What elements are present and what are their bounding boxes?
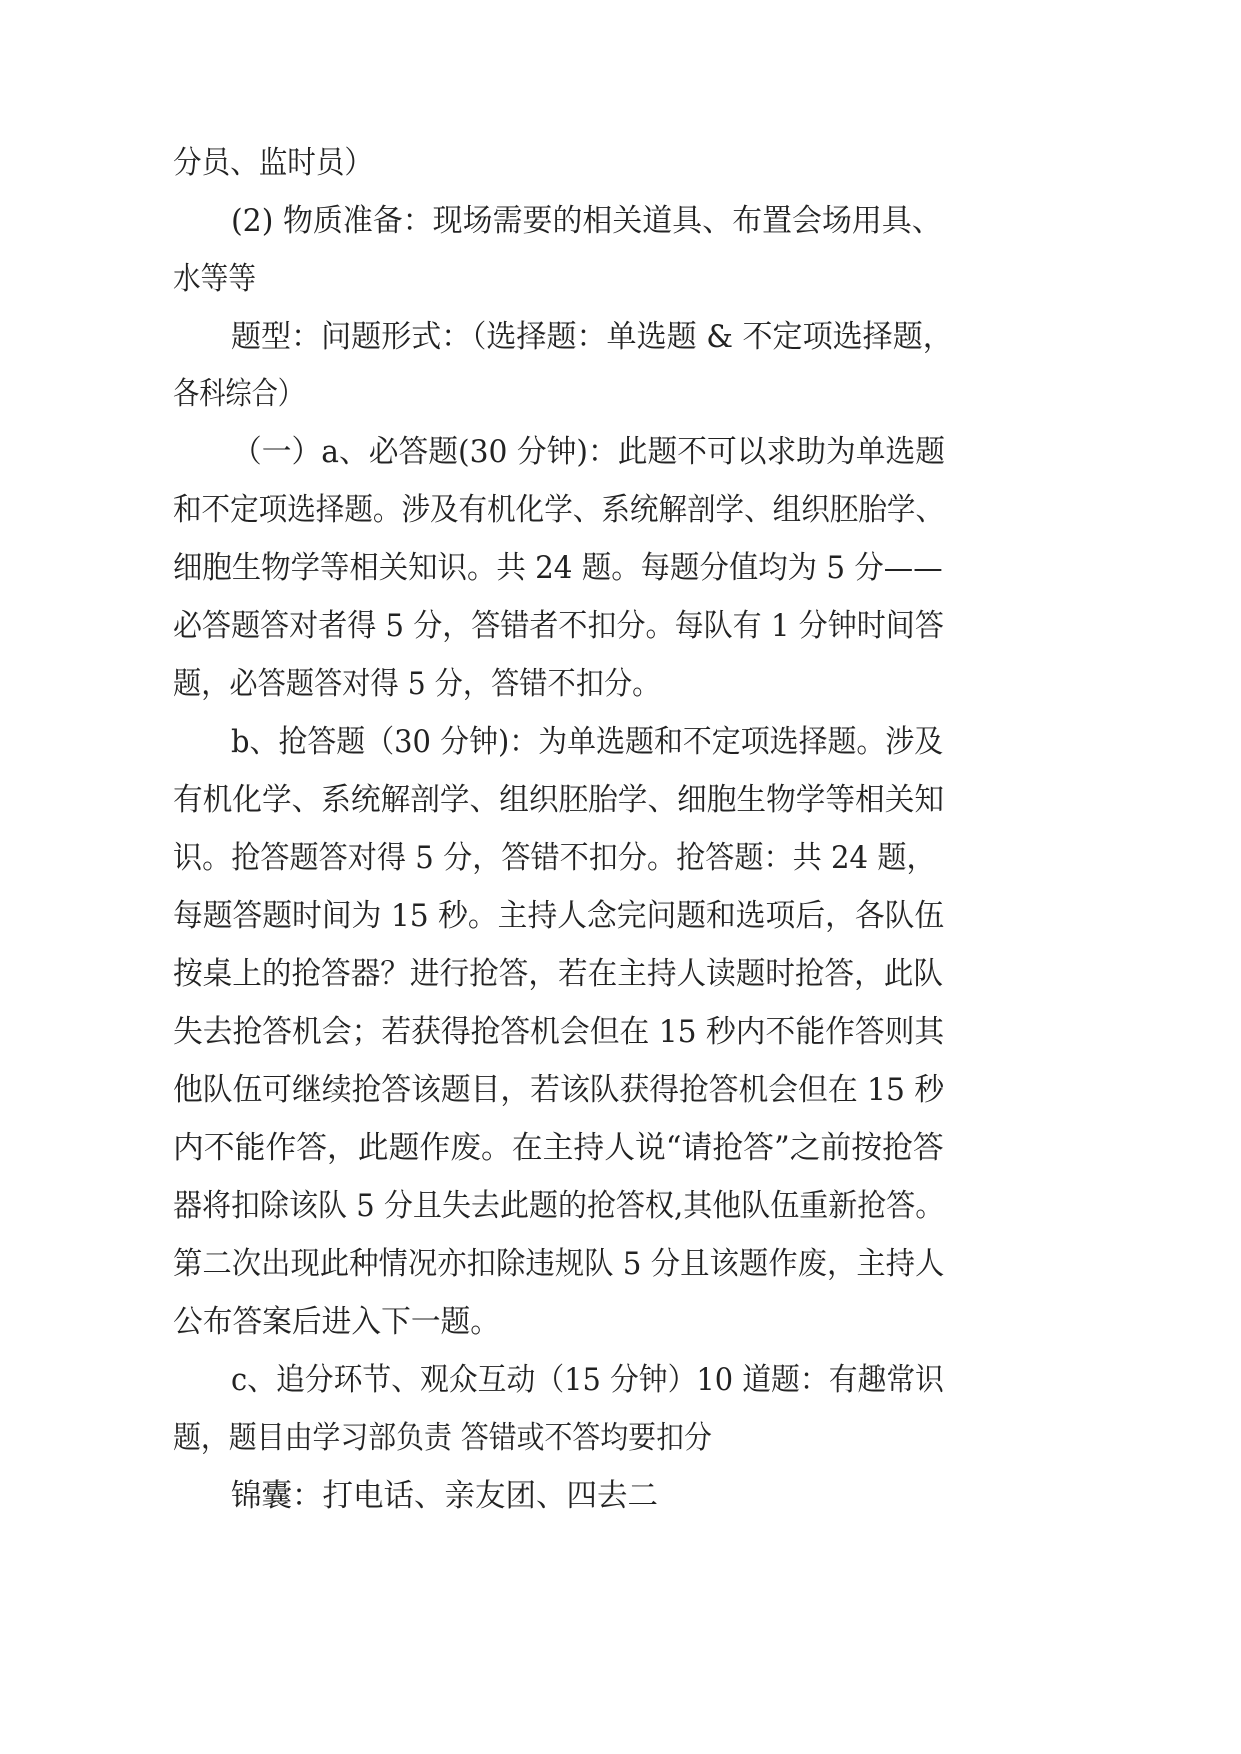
text-line: 题型：问题形式：（选择题：单选题 & 不定项选择题，	[231, 319, 953, 355]
text-line: （一）a、必答题(30 分钟)：此题不可以求助为单选题	[232, 434, 945, 470]
text-line: c、追分环节、观众互动（15 分钟）10 道题：有趣常识	[231, 1362, 944, 1398]
text-line: 识。抢答题答对得 5 分，答错不扣分。抢答题：共 24 题，	[173, 840, 936, 876]
text-line: 按桌上的抢答器？进行抢答，若在主持人读题时抢答，此队	[173, 956, 943, 992]
text-line: 他队伍可继续抢答该题目，若该队获得抢答机会但在 15 秒	[173, 1072, 945, 1108]
text-line: 器将扣除该队 5 分且失去此题的抢答权,其他队伍重新抢答。	[173, 1188, 945, 1224]
text-line: 题，必答题答对得 5 分，答错不扣分。	[173, 666, 661, 702]
text-line: 公布答案后进入下一题。	[173, 1304, 500, 1340]
text-line: 题，题目由学习部负责 答错或不答均要扣分	[173, 1420, 712, 1456]
text-line: 每题答题时间为 15 秒。主持人念完问题和选项后，各队伍	[173, 898, 945, 934]
text-line: 水等等	[173, 261, 256, 297]
text-line: 分员、监时员）	[173, 145, 373, 181]
text-line: 失去抢答机会；若获得抢答机会但在 15 秒内不能作答则其	[173, 1014, 945, 1050]
text-line: 各科综合）	[173, 376, 304, 412]
text-line: 锦囊：打电话、亲友团、四去二	[231, 1478, 658, 1514]
text-line: 和不定项选择题。涉及有机化学、系统解剖学、组织胚胎学、	[173, 492, 944, 528]
text-line: 细胞生物学等相关知识。共 24 题。每题分值均为 5 分——	[173, 550, 943, 586]
text-line: 有机化学、系统解剖学、组织胚胎学、细胞生物学等相关知	[173, 782, 944, 818]
text-line: 内不能作答，此题作废。在主持人说“请抢答”之前按抢答	[173, 1130, 944, 1166]
text-line: (2) 物质准备：现场需要的相关道具、布置会场用具、	[231, 203, 942, 239]
text-line: b、抢答题（30 分钟)：为单选题和不定项选择题。涉及	[231, 724, 944, 760]
text-line: 第二次出现此种情况亦扣除违规队 5 分且该题作废，主持人	[173, 1246, 945, 1282]
text-line: 必答题答对者得 5 分，答错者不扣分。每队有 1 分钟时间答	[173, 608, 944, 644]
